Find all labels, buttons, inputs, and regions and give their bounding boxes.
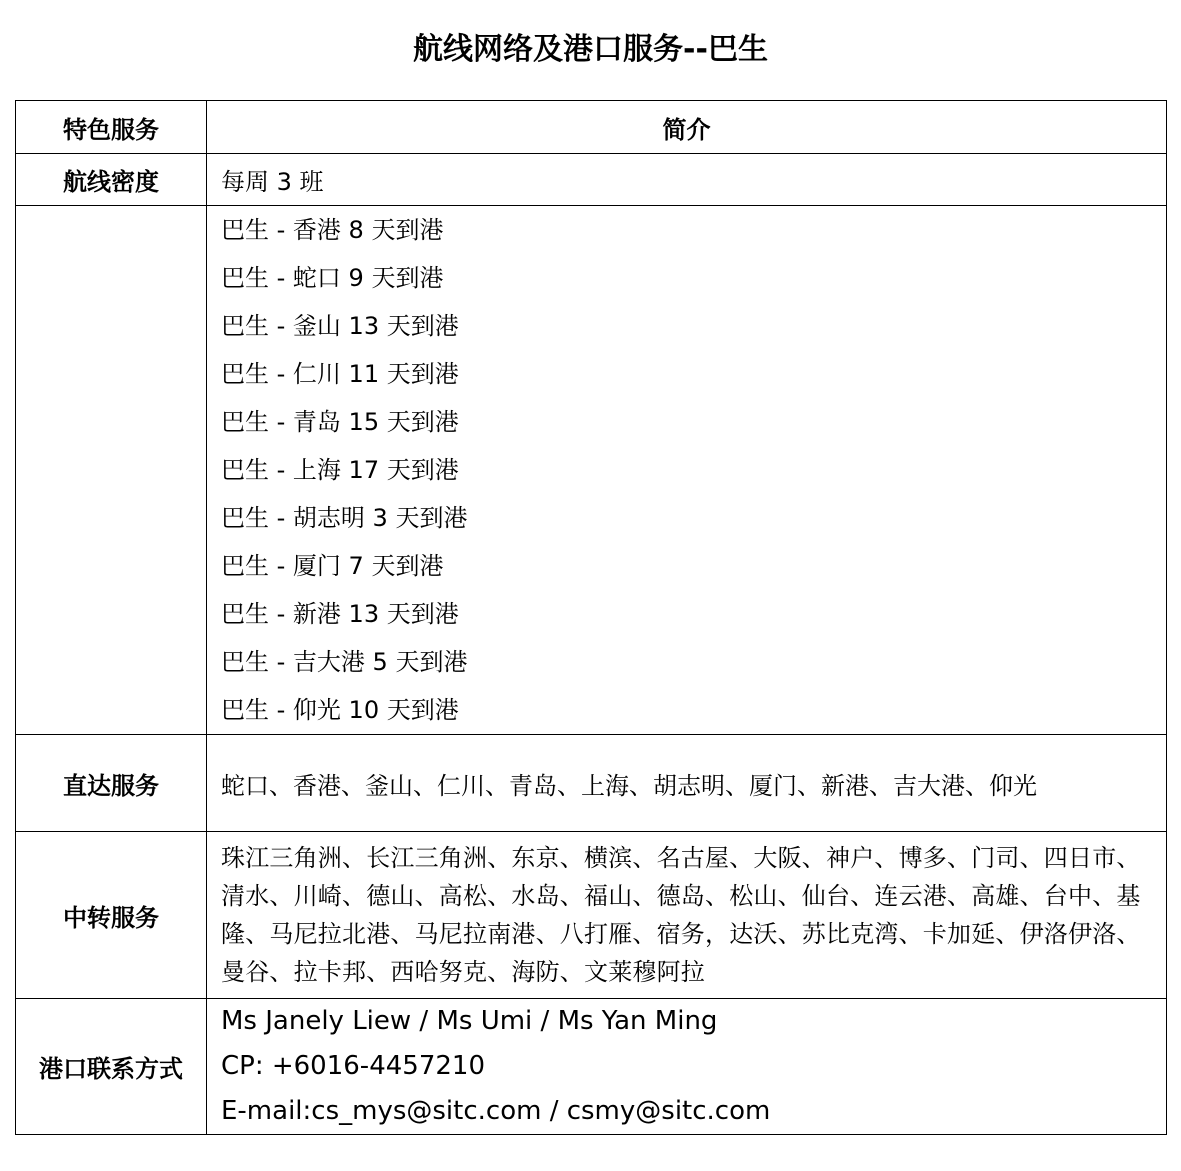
- page-title: 航线网络及港口服务--巴生: [413, 32, 768, 67]
- header-feature-service: 特色服务: [16, 101, 207, 154]
- density-label: 航线密度: [16, 154, 207, 206]
- table-row-routes: [16, 206, 1167, 735]
- table-row-transfer: [16, 832, 1167, 999]
- contact-phone: CP: +6016-4457210: [221, 1051, 485, 1081]
- contact-cell: [207, 999, 1167, 1135]
- direct-label: 直达服务: [16, 735, 207, 832]
- density-value: 每周 3 班: [207, 154, 1167, 206]
- table-row-direct: [16, 735, 1167, 832]
- route-item: 巴生 - 釜山 13 天到港: [221, 312, 459, 340]
- contact-names: Ms Janely Liew / Ms Umi / Ms Yan Ming: [221, 1006, 718, 1036]
- contact-label: 港口联系方式: [16, 999, 207, 1135]
- route-list: [221, 206, 1160, 734]
- route-item: 巴生 - 仁川 11 天到港: [221, 360, 459, 388]
- route-item: 巴生 - 仰光 10 天到港: [221, 696, 459, 724]
- route-item: 巴生 - 蛇口 9 天到港: [221, 264, 444, 292]
- route-item: 巴生 - 香港 8 天到港: [221, 216, 444, 244]
- routes-cell: [207, 206, 1167, 735]
- table-row-density: [16, 154, 1167, 206]
- transfer-value: 珠江三角洲、长江三角洲、东京、横滨、名古屋、大阪、神户、博多、门司、四日市、清水、川崎、德山、高松、水岛、福山、德岛、松山、仙台、连云港、高雄、台中、基隆、马尼拉北港、马尼拉南港、八打雁、宿务，达沃、苏比克湾、卡加延、伊洛伊洛、 曼谷、拉卡邦、西哈努克、海防、文莱穆阿拉: [221, 844, 1141, 986]
- transfer-cell: [207, 832, 1167, 999]
- transfer-label: 中转服务: [16, 832, 207, 999]
- table-row-contact: [16, 999, 1167, 1135]
- table-header-row: [16, 101, 1167, 154]
- route-item: 巴生 - 吉大港 5 天到港: [221, 648, 468, 676]
- contact-email: E-mail:cs_mys@sitc.com / csmy@sitc.com: [221, 1096, 771, 1126]
- direct-value: 蛇口、香港、釜山、仁川、青岛、上海、胡志明、厦门、新港、吉大港、仰光: [207, 735, 1167, 832]
- route-item: 巴生 - 新港 13 天到港: [221, 600, 459, 628]
- routes-label: [16, 206, 207, 735]
- route-item: 巴生 - 厦门 7 天到港: [221, 552, 444, 580]
- route-item: 巴生 - 胡志明 3 天到港: [221, 504, 468, 532]
- port-service-table: [15, 100, 1167, 1135]
- header-introduction: 简介: [207, 101, 1167, 154]
- route-item: 巴生 - 青岛 15 天到港: [221, 408, 459, 436]
- route-item: 巴生 - 上海 17 天到港: [221, 456, 459, 484]
